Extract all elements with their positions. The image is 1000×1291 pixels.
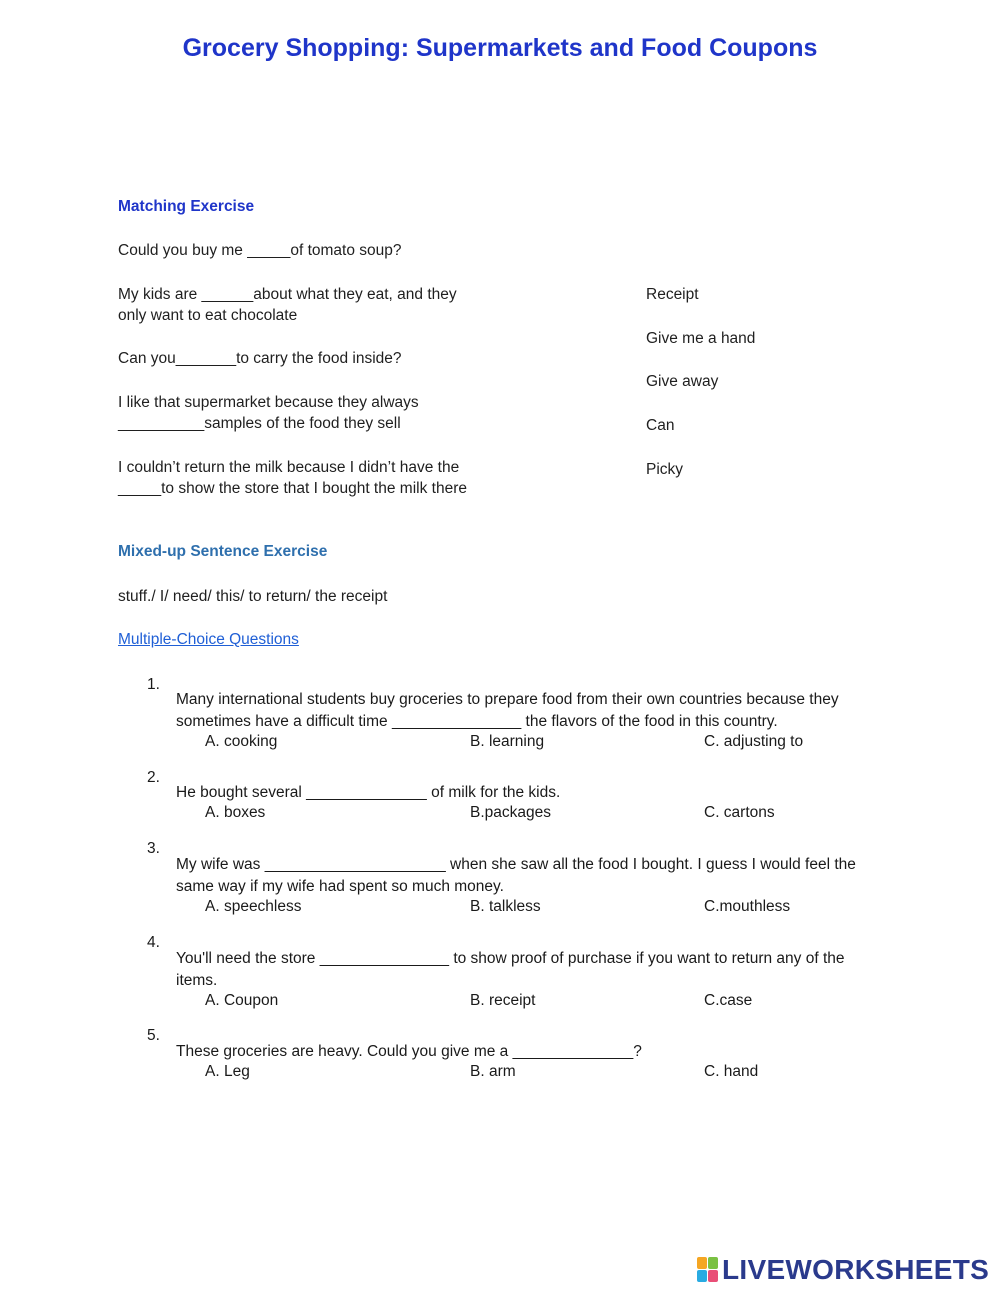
option-b[interactable]: B. learning xyxy=(470,733,545,750)
option-a[interactable]: A. Leg xyxy=(205,1063,250,1080)
mixed-heading: Mixed-up Sentence Exercise xyxy=(118,543,328,560)
question-text: Many international students buy groceries to prepare food from their own countries because they sometimes have a difficult time _______________ the flavors of the food in this country. xyxy=(176,690,839,730)
mcq-heading: Multiple-Choice Questions xyxy=(118,631,299,648)
option-c[interactable]: C.mouthless xyxy=(704,898,791,915)
option-c[interactable]: C.case xyxy=(704,992,753,1009)
question-number: 4. xyxy=(147,934,160,951)
question-number: 5. xyxy=(147,1027,160,1044)
option-c[interactable]: C. cartons xyxy=(704,804,775,821)
matching-question-3: Can you_______to carry the food inside? xyxy=(118,350,402,367)
matching-answer-receipt[interactable]: Receipt xyxy=(646,286,699,303)
matching-question-1: Could you buy me _____of tomato soup? xyxy=(118,242,402,259)
option-b[interactable]: B.packages xyxy=(470,804,551,821)
matching-heading: Matching Exercise xyxy=(118,198,255,215)
question-number: 3. xyxy=(147,840,160,857)
question-text: You'll need the store _______________ to show proof of purchase if you want to return any of the items. xyxy=(176,949,845,989)
matching-answer-give-me-a-hand[interactable]: Give me a hand xyxy=(646,330,756,347)
option-b[interactable]: B. arm xyxy=(470,1063,516,1080)
matching-question-5: I couldn’t return the milk because I didn’t have the _____to show the store that I bought the milk there xyxy=(118,459,467,497)
question-text: My wife was _____________________ when she saw all the food I bought. I guess I would feel the same way if my wife had spent so much money. xyxy=(176,855,856,895)
option-c[interactable]: C. adjusting to xyxy=(704,733,804,750)
option-b[interactable]: B. receipt xyxy=(470,992,536,1009)
liveworksheets-logo-text: LIVEWORKSHEETS xyxy=(722,1254,990,1285)
question-text: These groceries are heavy. Could you give me a ______________? xyxy=(176,1042,642,1060)
question-number: 1. xyxy=(147,676,160,693)
matching-question-2: My kids are ______about what they eat, and they only want to eat chocolate xyxy=(118,286,457,324)
matching-answer-can[interactable]: Can xyxy=(646,417,675,434)
matching-question-4: I like that supermarket because they always __________samples of the food they sell xyxy=(118,394,419,432)
question-text: He bought several ______________ of milk for the kids. xyxy=(176,783,561,801)
liveworksheets-logo-icon xyxy=(697,1257,719,1283)
matching-answer-give-away[interactable]: Give away xyxy=(646,373,719,390)
liveworksheets-logo xyxy=(697,1255,989,1285)
question-number: 2. xyxy=(147,769,160,786)
option-a[interactable]: A. Coupon xyxy=(205,992,279,1009)
option-c[interactable]: C. hand xyxy=(704,1063,759,1080)
option-b[interactable]: B. talkless xyxy=(470,898,541,915)
page-title: Grocery Shopping: Supermarkets and Food Coupons xyxy=(182,34,818,62)
mixed-sentence: stuff./ I/ need/ this/ to return/ the receipt xyxy=(118,588,388,605)
option-a[interactable]: A. speechless xyxy=(205,898,302,915)
matching-answer-picky[interactable]: Picky xyxy=(646,461,684,478)
option-a[interactable]: A. cooking xyxy=(205,733,278,750)
option-a[interactable]: A. boxes xyxy=(205,804,266,821)
